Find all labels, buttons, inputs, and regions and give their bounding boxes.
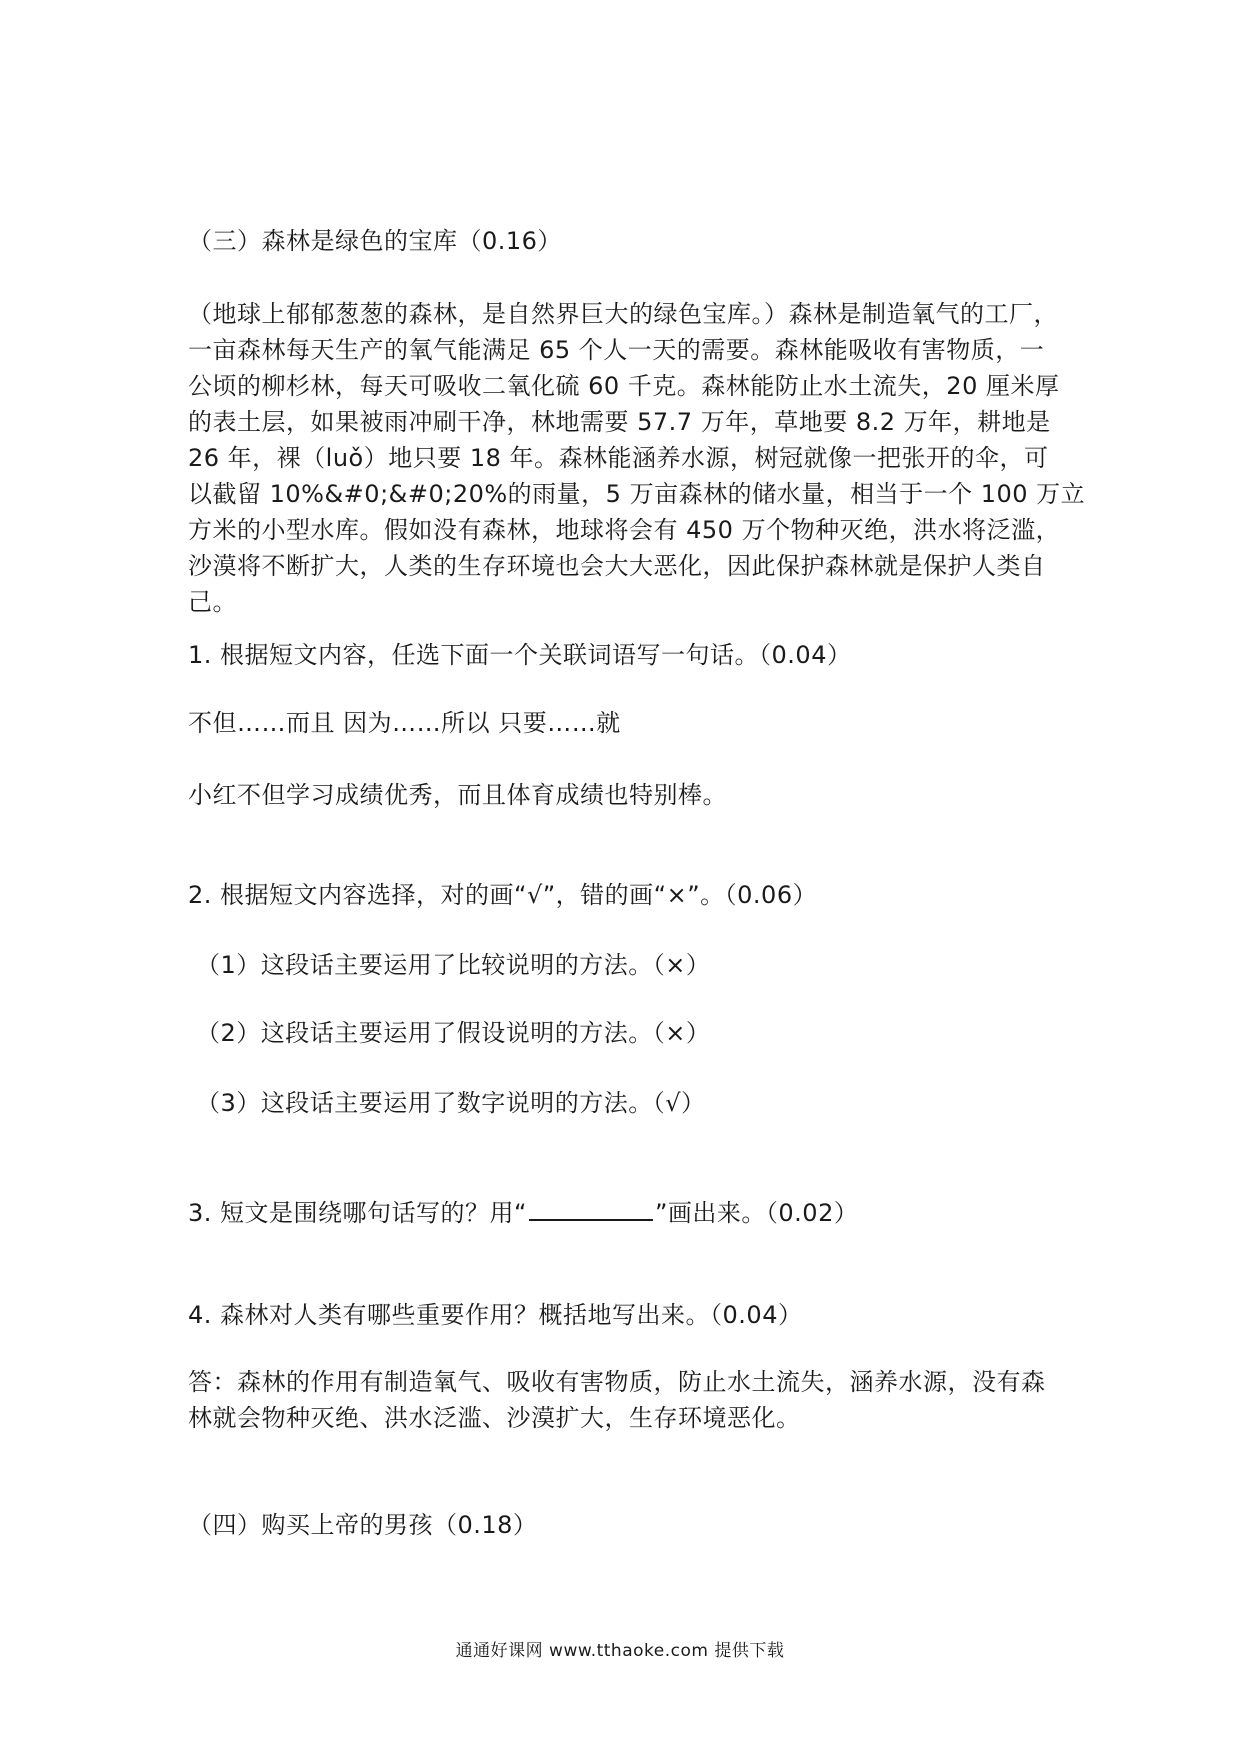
question-3-prompt-before: 3. 短文是围绕哪句话写的？用“ <box>188 1199 527 1227</box>
passage-line: 方米的小型水库。假如没有森林，地球将会有 450 万个物种灭绝，洪水将泛滥， <box>188 516 1061 544</box>
question-2-prompt: 2. 根据短文内容选择，对的画“√”，错的画“×”。（0.06） <box>188 881 818 909</box>
question-4-answer <box>188 1364 1068 1436</box>
passage-line: 一亩森林每天生产的氧气能满足 65 个人一天的需要。森林能吸收有害物质，一 <box>188 336 1045 364</box>
passage-line: 己。 <box>188 588 237 616</box>
question-1-options: 不但……而且 因为……所以 只要……就 <box>188 709 621 737</box>
passage-line: 以截留 10%&#0;&#0;20%的雨量，5 万亩森林的储水量，相当于一个 100 万立 <box>188 480 1086 508</box>
question-4-prompt: 4. 森林对人类有哪些重要作用？概括地写出来。（0.04） <box>188 1301 803 1329</box>
question-2-item-3: （3）这段话主要运用了数字说明的方法。（√） <box>196 1089 706 1117</box>
question-2-item-2: （2）这段话主要运用了假设说明的方法。（×） <box>196 1019 711 1047</box>
question-2-item-1: （1）这段话主要运用了比较说明的方法。（×） <box>196 951 711 979</box>
passage-line: 的表土层，如果被雨冲刷干净，林地需要 57.7 万年，草地要 8.2 万年，耕地是 <box>188 408 1051 436</box>
passage-line: （地球上郁郁葱葱的森林，是自然界巨大的绿色宝库。）森林是制造氧气的工厂， <box>188 300 1058 328</box>
passage <box>188 296 1086 620</box>
question-1-prompt: 1. 根据短文内容，任选下面一个关联词语写一句话。（0.04） <box>188 641 852 669</box>
question-3-prompt <box>188 1196 858 1230</box>
underline-blank <box>529 1197 653 1221</box>
section-heading: （三）森林是绿色的宝库（0.16） <box>188 227 562 255</box>
passage-line: 公顷的柳杉林，每天可吸收二氧化硫 60 千克。森林能防止水土流失，20 厘米厚 <box>188 372 1060 400</box>
answer-line: 答：森林的作用有制造氧气、吸收有害物质，防止水土流失，涵养水源，没有森 <box>188 1368 1046 1396</box>
answer-line: 林就会物种灭绝、洪水泛滥、沙漠扩大，生存环境恶化。 <box>188 1404 801 1432</box>
passage-line: 26 年，裸（luǒ）地只要 18 年。森林能涵养水源，树冠就像一把张开的伞，可 <box>188 444 1049 472</box>
passage-line: 沙漠将不断扩大，人类的生存环境也会大大恶化，因此保护森林就是保护人类自 <box>188 552 1046 580</box>
question-1-answer: 小红不但学习成绩优秀，而且体育成绩也特别棒。 <box>188 781 727 809</box>
page-footer: 通通好课网 www.tthaoke.com 提供下载 <box>455 1641 785 1661</box>
section-heading: （四）购买上帝的男孩（0.18） <box>188 1511 538 1539</box>
question-3-prompt-after: ”画出来。（0.02） <box>654 1199 859 1227</box>
